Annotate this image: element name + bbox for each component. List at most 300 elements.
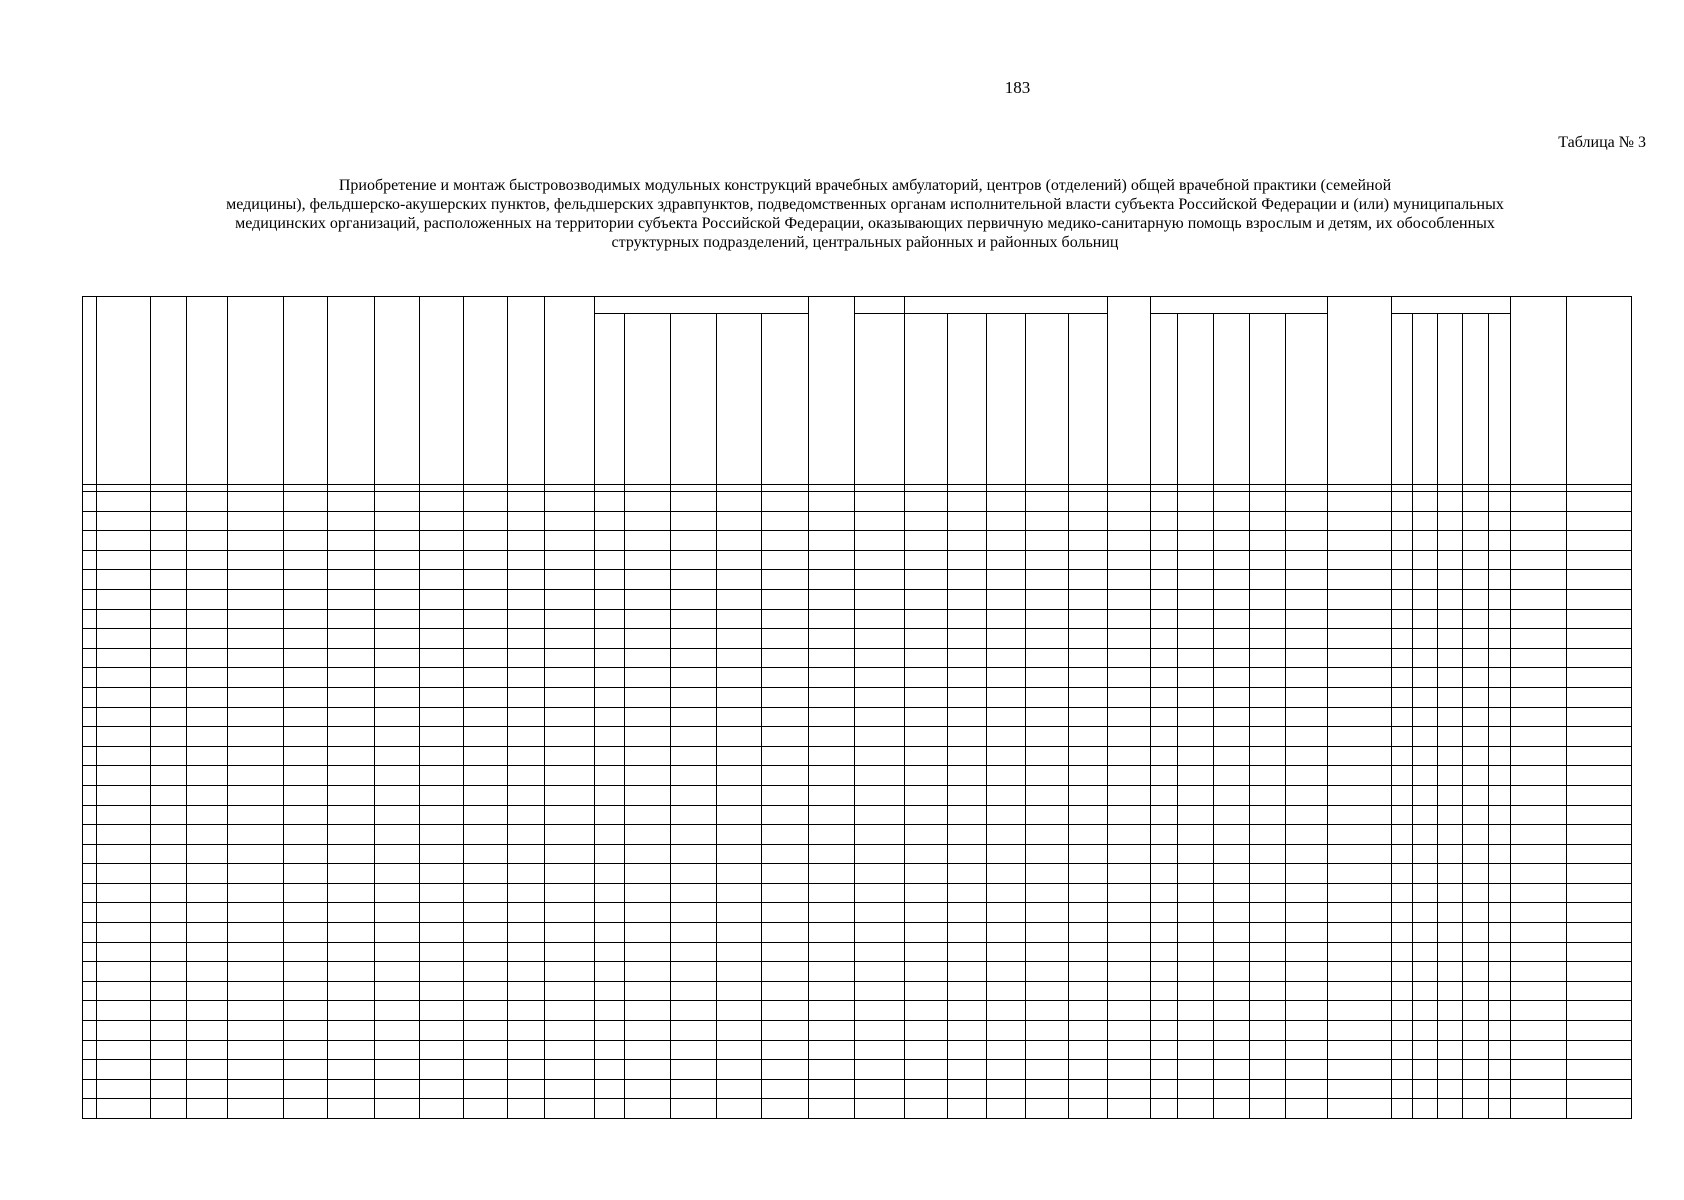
table-cell bbox=[855, 589, 904, 609]
column-number-cell bbox=[1510, 485, 1566, 492]
table-row bbox=[83, 550, 1632, 570]
table-cell bbox=[1566, 629, 1632, 649]
table-cell bbox=[1068, 550, 1107, 570]
table-cell bbox=[1438, 1099, 1463, 1119]
table-cell bbox=[96, 550, 151, 570]
table-cell bbox=[1463, 511, 1488, 531]
table-cell bbox=[463, 1001, 507, 1021]
table-cell bbox=[1463, 903, 1488, 923]
table-cell bbox=[1463, 805, 1488, 825]
table-cell bbox=[96, 825, 151, 845]
table-cell bbox=[544, 629, 595, 649]
table-cell bbox=[1566, 785, 1632, 805]
table-cell bbox=[1213, 825, 1249, 845]
table-cell bbox=[508, 903, 545, 923]
table-row bbox=[83, 687, 1632, 707]
table-cell bbox=[1025, 864, 1068, 884]
table-cell bbox=[1327, 805, 1391, 825]
table-cell bbox=[1412, 727, 1437, 747]
table-cell bbox=[228, 570, 284, 590]
table-cell bbox=[328, 844, 375, 864]
table-cell bbox=[1488, 609, 1510, 629]
table-cell bbox=[1488, 648, 1510, 668]
table-cell bbox=[328, 570, 375, 590]
table-cell bbox=[1150, 785, 1177, 805]
table-cell bbox=[544, 531, 595, 551]
table-cell bbox=[717, 883, 761, 903]
table-cell bbox=[187, 550, 228, 570]
table-cell bbox=[671, 923, 717, 943]
table-cell bbox=[1510, 629, 1566, 649]
table-cell bbox=[1285, 609, 1327, 629]
column-number-cell bbox=[947, 485, 986, 492]
table-cell bbox=[463, 648, 507, 668]
table-cell bbox=[328, 942, 375, 962]
table-cell bbox=[808, 844, 854, 864]
table-cell bbox=[1068, 962, 1107, 982]
table-cell bbox=[1327, 570, 1391, 590]
table-cell bbox=[855, 942, 904, 962]
table-cell bbox=[1150, 981, 1177, 1001]
table-cell bbox=[96, 1079, 151, 1099]
table-row bbox=[83, 570, 1632, 590]
table-cell bbox=[1510, 883, 1566, 903]
table-row bbox=[83, 903, 1632, 923]
table-cell bbox=[1566, 727, 1632, 747]
table-cell bbox=[624, 1099, 670, 1119]
table-cell bbox=[1150, 570, 1177, 590]
table-cell bbox=[1025, 766, 1068, 786]
table-cell bbox=[283, 1099, 327, 1119]
table-cell bbox=[419, 1060, 463, 1080]
table-cell bbox=[1488, 746, 1510, 766]
table-cell bbox=[508, 609, 545, 629]
table-cell bbox=[283, 668, 327, 688]
table-cell bbox=[947, 1001, 986, 1021]
table-cell bbox=[283, 531, 327, 551]
table-cell bbox=[717, 589, 761, 609]
table-cell bbox=[855, 981, 904, 1001]
header-cell bbox=[419, 297, 463, 485]
table-cell bbox=[283, 511, 327, 531]
table-cell bbox=[544, 648, 595, 668]
table-cell bbox=[463, 727, 507, 747]
table-cell bbox=[96, 785, 151, 805]
table-cell bbox=[83, 923, 97, 943]
table-cell bbox=[508, 531, 545, 551]
table-cell bbox=[463, 550, 507, 570]
table-cell bbox=[1438, 883, 1463, 903]
table-cell bbox=[1566, 766, 1632, 786]
table-cell bbox=[151, 903, 187, 923]
table-cell bbox=[1438, 942, 1463, 962]
table-cell bbox=[595, 511, 624, 531]
table-cell bbox=[1285, 766, 1327, 786]
table-cell bbox=[1463, 531, 1488, 551]
table-cell bbox=[283, 1021, 327, 1041]
table-cell bbox=[671, 1021, 717, 1041]
column-number-cell bbox=[1566, 485, 1632, 492]
table-cell bbox=[283, 1079, 327, 1099]
table-cell bbox=[947, 785, 986, 805]
table-cell bbox=[624, 766, 670, 786]
table-cell bbox=[508, 1099, 545, 1119]
table-cell bbox=[808, 883, 854, 903]
table-cell bbox=[283, 923, 327, 943]
table-cell bbox=[671, 668, 717, 688]
table-cell bbox=[986, 707, 1025, 727]
table-cell bbox=[855, 1040, 904, 1060]
table-cell bbox=[328, 746, 375, 766]
table-cell bbox=[1488, 531, 1510, 551]
table-cell bbox=[96, 766, 151, 786]
table-cell bbox=[96, 727, 151, 747]
table-cell bbox=[1510, 609, 1566, 629]
table-cell bbox=[671, 1079, 717, 1099]
table-cell bbox=[1463, 962, 1488, 982]
table-cell bbox=[1249, 511, 1285, 531]
title-line: медицинских организаций, расположенных на территории субъекта Российской Федерации, оказывающих первичную медико-санитарную помощь взрослым и детям, их обособленных bbox=[235, 215, 1495, 232]
table-cell bbox=[283, 648, 327, 668]
table-row bbox=[83, 492, 1632, 512]
table-row bbox=[83, 727, 1632, 747]
table-cell bbox=[1285, 492, 1327, 512]
table-cell bbox=[1025, 825, 1068, 845]
table-cell bbox=[1438, 864, 1463, 884]
table-cell bbox=[1488, 707, 1510, 727]
table-cell bbox=[947, 923, 986, 943]
table-cell bbox=[761, 805, 808, 825]
table-cell bbox=[508, 589, 545, 609]
table-cell bbox=[1213, 923, 1249, 943]
table-cell bbox=[1463, 1060, 1488, 1080]
table-cell bbox=[1213, 746, 1249, 766]
table-label: Таблица № 3 bbox=[1558, 134, 1646, 151]
table-cell bbox=[1068, 766, 1107, 786]
table-cell bbox=[671, 844, 717, 864]
table-cell bbox=[228, 746, 284, 766]
table-cell bbox=[1566, 923, 1632, 943]
table-cell bbox=[904, 1060, 947, 1080]
table-cell bbox=[1213, 1001, 1249, 1021]
table-cell bbox=[1213, 648, 1249, 668]
table-cell bbox=[1463, 492, 1488, 512]
table-cell bbox=[1068, 942, 1107, 962]
table-cell bbox=[151, 570, 187, 590]
table-cell bbox=[1412, 981, 1437, 1001]
table-cell bbox=[96, 531, 151, 551]
table-cell bbox=[419, 727, 463, 747]
table-cell bbox=[1412, 550, 1437, 570]
table-cell bbox=[1068, 1060, 1107, 1080]
table-cell bbox=[1412, 629, 1437, 649]
table-cell bbox=[855, 785, 904, 805]
table-cell bbox=[96, 1060, 151, 1080]
table-cell bbox=[1025, 1021, 1068, 1041]
table-cell bbox=[544, 766, 595, 786]
table-cell bbox=[375, 785, 419, 805]
table-cell bbox=[986, 570, 1025, 590]
table-cell bbox=[463, 844, 507, 864]
table-cell bbox=[1025, 531, 1068, 551]
table-cell bbox=[283, 981, 327, 1001]
table-cell bbox=[595, 707, 624, 727]
table-cell bbox=[1391, 1099, 1412, 1119]
table-cell bbox=[1412, 687, 1437, 707]
header-cell bbox=[1107, 297, 1150, 485]
table-cell bbox=[151, 492, 187, 512]
table-cell bbox=[904, 746, 947, 766]
table-cell bbox=[463, 1079, 507, 1099]
table-cell bbox=[1285, 923, 1327, 943]
table-cell bbox=[83, 492, 97, 512]
table-cell bbox=[1068, 492, 1107, 512]
header-group bbox=[904, 297, 1107, 314]
table-cell bbox=[419, 962, 463, 982]
table-cell bbox=[1327, 923, 1391, 943]
table-cell bbox=[1463, 825, 1488, 845]
column-number-cell bbox=[508, 485, 545, 492]
table-cell bbox=[1249, 1040, 1285, 1060]
table-cell bbox=[1150, 1021, 1177, 1041]
table-cell bbox=[283, 550, 327, 570]
table-cell bbox=[544, 609, 595, 629]
table-cell bbox=[1178, 785, 1214, 805]
table-cell bbox=[1178, 844, 1214, 864]
table-cell bbox=[717, 629, 761, 649]
table-cell bbox=[463, 1040, 507, 1060]
table-cell bbox=[1463, 707, 1488, 727]
table-cell bbox=[187, 531, 228, 551]
table-cell bbox=[1412, 707, 1437, 727]
table-cell bbox=[947, 766, 986, 786]
table-cell bbox=[96, 629, 151, 649]
table-cell bbox=[1107, 707, 1150, 727]
table-cell bbox=[508, 1079, 545, 1099]
table-cell bbox=[1107, 589, 1150, 609]
table-cell bbox=[508, 923, 545, 943]
table-cell bbox=[151, 1099, 187, 1119]
table-cell bbox=[1438, 687, 1463, 707]
table-cell bbox=[1068, 1021, 1107, 1041]
table-cell bbox=[328, 1099, 375, 1119]
table-cell bbox=[761, 1001, 808, 1021]
table-cell bbox=[808, 903, 854, 923]
table-cell bbox=[595, 785, 624, 805]
column-number-cell bbox=[624, 485, 670, 492]
table-cell bbox=[808, 785, 854, 805]
table-cell bbox=[375, 492, 419, 512]
table-cell bbox=[947, 1060, 986, 1080]
table-cell bbox=[187, 883, 228, 903]
table-cell bbox=[1150, 687, 1177, 707]
column-number-cell bbox=[463, 485, 507, 492]
table-cell bbox=[855, 648, 904, 668]
table-cell bbox=[986, 1060, 1025, 1080]
table-cell bbox=[1412, 492, 1437, 512]
column-number-cell bbox=[1068, 485, 1107, 492]
table-cell bbox=[328, 550, 375, 570]
table-cell bbox=[1438, 1021, 1463, 1041]
header-cell bbox=[283, 297, 327, 485]
table-cell bbox=[671, 492, 717, 512]
table-cell bbox=[151, 766, 187, 786]
table-cell bbox=[624, 825, 670, 845]
table-cell bbox=[83, 570, 97, 590]
table-cell bbox=[544, 864, 595, 884]
table-cell bbox=[1438, 1079, 1463, 1099]
table-cell bbox=[1178, 942, 1214, 962]
table-cell bbox=[1391, 668, 1412, 688]
header-cell bbox=[463, 297, 507, 485]
table-cell bbox=[671, 589, 717, 609]
table-cell bbox=[904, 825, 947, 845]
table-cell bbox=[595, 825, 624, 845]
table-row bbox=[83, 805, 1632, 825]
table-cell bbox=[463, 746, 507, 766]
table-cell bbox=[1107, 844, 1150, 864]
table-cell bbox=[1463, 864, 1488, 884]
table-cell bbox=[717, 864, 761, 884]
table-cell bbox=[1068, 727, 1107, 747]
table-cell bbox=[544, 550, 595, 570]
table-cell bbox=[986, 668, 1025, 688]
table-cell bbox=[1025, 609, 1068, 629]
table-cell bbox=[1438, 746, 1463, 766]
table-cell bbox=[328, 981, 375, 1001]
table-cell bbox=[624, 1060, 670, 1080]
table-cell bbox=[1249, 589, 1285, 609]
table-cell bbox=[1025, 629, 1068, 649]
header-cell bbox=[1566, 297, 1632, 485]
table-cell bbox=[1438, 766, 1463, 786]
table-cell bbox=[1249, 707, 1285, 727]
table-cell bbox=[1510, 864, 1566, 884]
table-cell bbox=[1438, 923, 1463, 943]
table-cell bbox=[904, 570, 947, 590]
table-cell bbox=[375, 805, 419, 825]
table-cell bbox=[1178, 550, 1214, 570]
table-cell bbox=[151, 1001, 187, 1021]
table-cell bbox=[83, 511, 97, 531]
table-cell bbox=[463, 707, 507, 727]
table-cell bbox=[328, 1001, 375, 1021]
table-cell bbox=[1025, 883, 1068, 903]
table-cell bbox=[1249, 1021, 1285, 1041]
table-cell bbox=[1463, 923, 1488, 943]
table-cell bbox=[1285, 746, 1327, 766]
table-cell bbox=[228, 687, 284, 707]
table-cell bbox=[624, 668, 670, 688]
table-cell bbox=[904, 511, 947, 531]
table-cell bbox=[508, 687, 545, 707]
table-cell bbox=[1285, 648, 1327, 668]
column-number-cell bbox=[375, 485, 419, 492]
table-cell bbox=[151, 1060, 187, 1080]
table-cell bbox=[1463, 668, 1488, 688]
table-cell bbox=[671, 570, 717, 590]
table-cell bbox=[151, 864, 187, 884]
table-cell bbox=[151, 609, 187, 629]
table-cell bbox=[1249, 883, 1285, 903]
table-cell bbox=[151, 981, 187, 1001]
table-cell bbox=[419, 550, 463, 570]
table-cell bbox=[96, 883, 151, 903]
table-cell bbox=[83, 883, 97, 903]
column-number-cell bbox=[1412, 485, 1437, 492]
table-cell bbox=[1213, 1021, 1249, 1041]
table-cell bbox=[1068, 589, 1107, 609]
table-cell bbox=[1438, 531, 1463, 551]
table-cell bbox=[1391, 687, 1412, 707]
table-cell bbox=[947, 727, 986, 747]
table-cell bbox=[1566, 864, 1632, 884]
table-cell bbox=[1327, 883, 1391, 903]
table-cell bbox=[463, 785, 507, 805]
table-cell bbox=[808, 629, 854, 649]
table-row bbox=[83, 531, 1632, 551]
table-cell bbox=[1566, 805, 1632, 825]
table-cell bbox=[808, 942, 854, 962]
table-cell bbox=[187, 864, 228, 884]
table-cell bbox=[1249, 981, 1285, 1001]
table-cell bbox=[544, 903, 595, 923]
table-cell bbox=[1025, 570, 1068, 590]
table-cell bbox=[624, 1001, 670, 1021]
table-cell bbox=[1068, 805, 1107, 825]
table-cell bbox=[187, 1079, 228, 1099]
table-cell bbox=[463, 766, 507, 786]
table-cell bbox=[1327, 531, 1391, 551]
table-cell bbox=[228, 805, 284, 825]
table-row bbox=[83, 766, 1632, 786]
table-cell bbox=[328, 1040, 375, 1060]
table-cell bbox=[855, 492, 904, 512]
table-cell bbox=[671, 942, 717, 962]
header-group bbox=[1391, 297, 1510, 314]
table-cell bbox=[986, 1021, 1025, 1041]
table-cell bbox=[1285, 531, 1327, 551]
table-cell bbox=[1249, 962, 1285, 982]
table-cell bbox=[855, 531, 904, 551]
table-cell bbox=[1391, 1060, 1412, 1080]
table-cell bbox=[463, 589, 507, 609]
table-cell bbox=[1391, 531, 1412, 551]
table-cell bbox=[419, 766, 463, 786]
table-cell bbox=[1391, 648, 1412, 668]
table-cell bbox=[717, 609, 761, 629]
table-cell bbox=[1488, 1060, 1510, 1080]
table-cell bbox=[228, 492, 284, 512]
table-cell bbox=[624, 531, 670, 551]
table-cell bbox=[544, 1021, 595, 1041]
table-cell bbox=[624, 962, 670, 982]
table-cell bbox=[855, 1001, 904, 1021]
table-cell bbox=[986, 825, 1025, 845]
table-cell bbox=[671, 1099, 717, 1119]
table-cell bbox=[904, 864, 947, 884]
table-cell bbox=[544, 589, 595, 609]
table-cell bbox=[1285, 825, 1327, 845]
column-number-cell bbox=[544, 485, 595, 492]
table-cell bbox=[986, 609, 1025, 629]
table-cell bbox=[717, 707, 761, 727]
column-number-cell bbox=[1285, 485, 1327, 492]
table-cell bbox=[1150, 864, 1177, 884]
table-cell bbox=[1412, 844, 1437, 864]
table-cell bbox=[671, 864, 717, 884]
table-cell bbox=[1213, 492, 1249, 512]
